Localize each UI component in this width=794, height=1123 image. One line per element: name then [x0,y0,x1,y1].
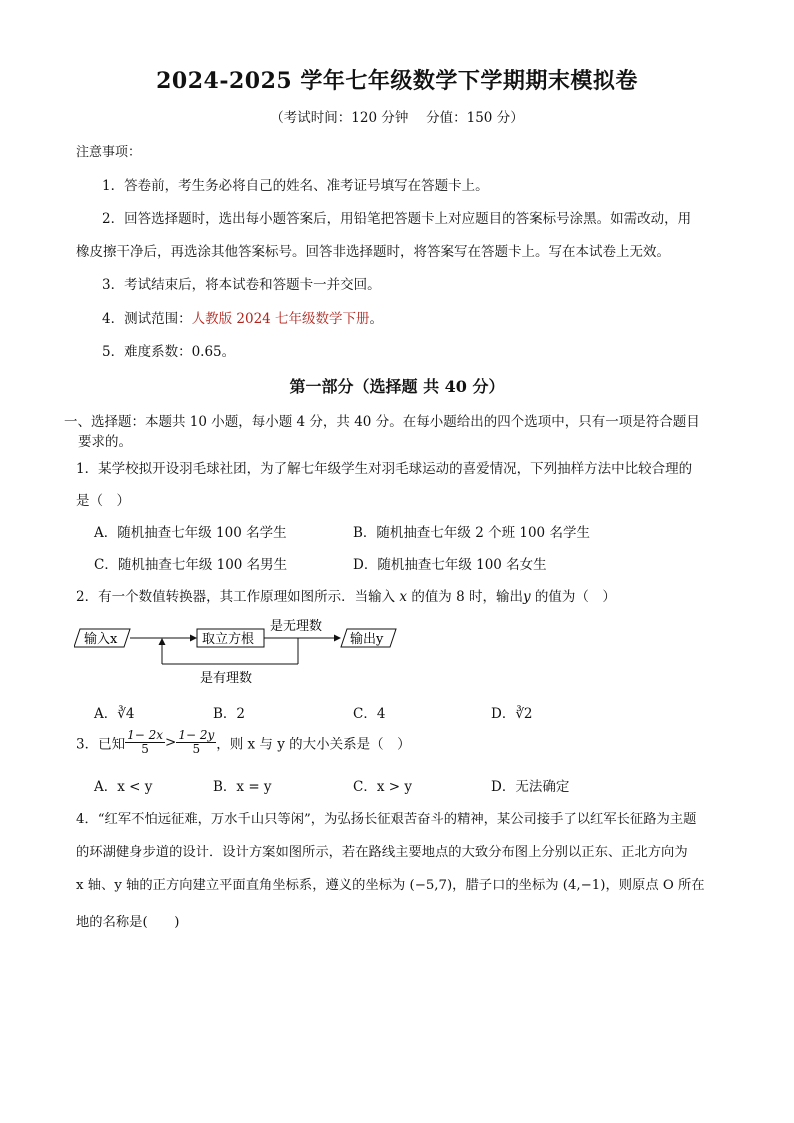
q4-stem-cont-2: x 轴、y 轴的正方向建立平面直角坐标系，遵义的坐标为 (−5,7)，腊子口的坐标为 (4,−1)，则原点 O 所在 [76,878,705,893]
q2-stem [76,585,616,605]
note-item-4-prefix: 4．测试范围： [102,311,192,327]
q3-option-c[interactable]: C．x > y [353,779,412,795]
q2-option-d[interactable]: D．∛2 [491,706,533,722]
q1-stem-cont: 是（ ） [76,493,130,509]
q3-left-fraction [125,729,165,756]
q2-option-a[interactable]: A．∛4 [94,706,135,722]
q3-prefix: 3．已知 [76,736,126,753]
q2-option-c[interactable]: C．4 [353,706,386,722]
q4-stem-cont-1: 的环湖健身步道的设计．设计方案如图所示，若在路线主要地点的大致分布图上分别以正东、正北方向为 [76,845,688,860]
notes-heading: 注意事项： [76,145,142,160]
test-scope: 人教版 2024 七年级数学下册 [191,311,370,327]
q2-var-x: x [399,589,408,605]
rational-label: 是有理数 [200,671,253,686]
process-label: 取立方根 [202,632,255,647]
note-item-2-cont: 橡皮擦干净后，再选涂其他答案标号。回答非选择题时，将答案写在答题卡上。写在本试卷上无效。 [76,244,670,260]
exam-subtitle: （考试时间：120 分钟 分值：150 分） [270,110,524,126]
q1-stem: 1．某学校拟开设羽毛球社团，为了解七年级学生对羽毛球运动的喜爱情况，下列抽样方法中比较合理的 [76,461,693,477]
section-instructions-cont: 要求的。 [78,434,132,450]
q3-right-fraction [176,729,216,756]
q3-option-d[interactable]: D．无法确定 [491,779,570,795]
q2-var-y: y [522,589,531,605]
q3-option-a[interactable]: A．x < y [94,779,153,795]
q2-stem-a: 2．有一个数值转换器，其工作原理如图所示．当输入 [76,589,396,605]
q2-flow-diagram [74,614,404,690]
note-item-1: 1．答卷前，考生务必将自己的姓名、准考证号填写在答题卡上。 [102,178,489,194]
q3-greater-than: > [165,734,177,751]
q3-option-b[interactable]: B．x = y [213,779,272,795]
q4-stem-cont-3: 地的名称是( ) [76,915,180,930]
irrational-label: 是无理数 [270,619,323,634]
input-label: 输入x [84,632,118,647]
q2-option-b[interactable]: B．2 [213,706,246,722]
q2-stem-c: 的值为（ ） [534,589,616,605]
q3-left-denominator: 5 [141,742,149,756]
note-item-4 [102,307,383,327]
output-label: 输出y [350,632,384,647]
q4-stem: 4．“红军不怕远征难，万水千山只等闲”，为弘扬长征艰苦奋斗的精神，某公司接手了以红军长征路为主题 [76,812,697,827]
q1-option-b[interactable]: B．随机抽查七年级 2 个班 100 名学生 [353,525,590,541]
q2-stem-b: 的值为 8 时，输出 [411,589,523,605]
note-item-4-suffix: 。 [369,311,384,327]
section-instructions: 一、选择题：本题共 10 小题，每小题 4 分，共 40 分。在每小题给出的四个选项中，只有一项是符合题目 [64,414,700,430]
note-item-5: 5．难度系数：0.65。 [102,344,236,360]
note-item-3: 3．考试结束后，将本试卷和答题卡一并交回。 [102,277,381,293]
note-item-2: 2．回答选择题时，选出每小题答案后，用铅笔把答题卡上对应题目的答案标号涂黑。如需改动，用 [102,211,692,227]
q3-suffix: ，则 x 与 y 的大小关系是（ ） [216,736,411,753]
q1-option-c[interactable]: C．随机抽查七年级 100 名男生 [94,557,288,573]
exam-title: 2024-2025 学年七年级数学下学期期末模拟卷 [156,68,638,94]
q3-left-numerator: 1− 2x [127,728,163,742]
q1-option-a[interactable]: A．随机抽查七年级 100 名学生 [94,525,287,541]
q3-stem [76,729,411,756]
section-heading: 第一部分（选择题 共 40 分） [289,377,505,396]
q3-right-numerator: 1− 2y [178,728,215,742]
q1-option-d[interactable]: D．随机抽查七年级 100 名女生 [353,557,547,573]
q3-right-denominator: 5 [192,742,201,756]
